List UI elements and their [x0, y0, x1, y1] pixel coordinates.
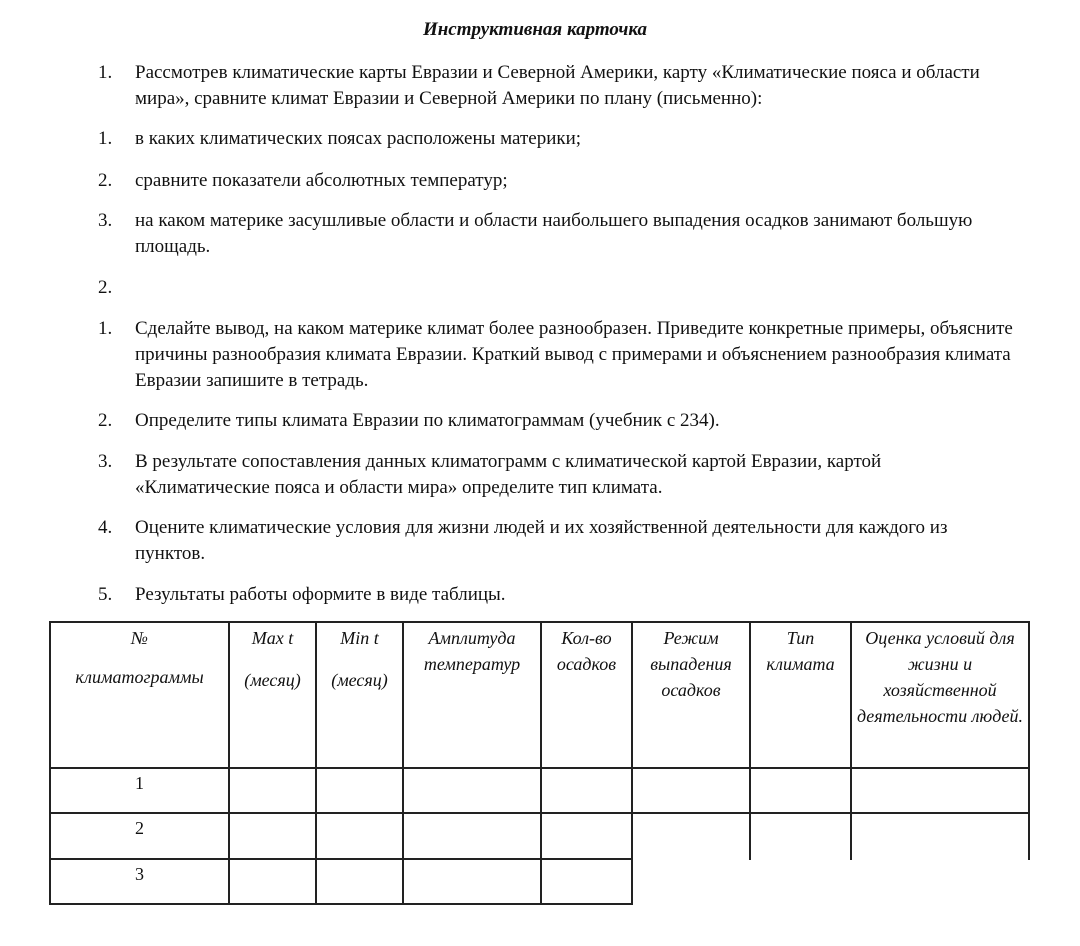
list-item-number: 4.: [98, 517, 113, 538]
table-header-cell: [750, 625, 851, 677]
list-item-number: 2.: [98, 277, 113, 298]
header-text: Тип климата: [766, 628, 835, 674]
table-border: [49, 903, 632, 905]
table-header-cell: [316, 625, 403, 693]
list-item-text: Рассмотрев климатические карты Евразии и Северной Америки, карту «Климатические пояса и области мира», сравните климат Евразии и Северной Америки по плану (письменно):: [135, 62, 980, 109]
list-item-number: 3.: [98, 451, 113, 472]
list-item-number: 1.: [98, 318, 113, 339]
table-border: [49, 812, 1030, 814]
table-header-cell: [403, 625, 541, 677]
page-title: Инструктивная карточка: [422, 19, 648, 40]
list-item-text: в каких климатических поясах расположены материки;: [135, 128, 582, 149]
list-item-text: Результаты работы оформите в виде таблицы.: [135, 584, 506, 605]
header-text: Амплитуда температур: [423, 628, 521, 674]
list-item-text: Оцените климатические условия для жизни людей и их хозяйственной деятельности для каждого из пунктов.: [135, 517, 948, 564]
table-border: [49, 621, 1030, 623]
table-header-cell: [541, 625, 632, 677]
list-item-text: Определите типы климата Евразии по климатограммам (учебник с 234).: [135, 410, 720, 431]
list-item-number: 1.: [98, 128, 113, 149]
table-row-number: 1: [135, 773, 144, 793]
header-text: №: [131, 628, 148, 648]
table-header-cell: [229, 625, 316, 693]
list-item-number: 2.: [98, 170, 113, 191]
table-header-cell: [632, 625, 750, 703]
header-text: (месяц): [244, 670, 301, 690]
list-item-number: 3.: [98, 210, 113, 231]
header-text: Режим выпадения осадков: [650, 628, 732, 700]
list-item-text: на каком материке засушливые области и области наибольшего выпадения осадков занимают большую площадь.: [135, 210, 973, 257]
list-item-number: 5.: [98, 584, 113, 605]
list-item-text: В результате сопоставления данных климатограмм с климатической картой Евразии, картой «Климатические пояса и области мира» определите тип климата.: [135, 451, 882, 498]
header-text: Оценка условий для жизни и хозяйственной деятельности людей.: [856, 628, 1024, 726]
header-text: (месяц): [331, 670, 388, 690]
table-header-cell: [851, 625, 1029, 729]
list-item-number: 2.: [98, 410, 113, 431]
header-text: Min t: [340, 628, 379, 648]
list-item-number: 1.: [98, 62, 113, 83]
header-text: климатограммы: [75, 667, 204, 687]
list-item-text: Сделайте вывод, на каком материке климат более разнообразен. Приведите конкретные примеры, объясните причины разнообразия климата Евразии. Краткий вывод с примерами и объяснением разнообразия климата Евразии запишите в тетрадь.: [135, 318, 1013, 391]
table-row-number: 2: [135, 818, 144, 838]
table-row-number: 3: [135, 864, 144, 884]
table-header-cell: [50, 625, 229, 690]
table-border: [49, 858, 632, 860]
header-text: Max t: [251, 628, 294, 648]
header-text: Кол-во осадков: [556, 628, 617, 674]
table-border: [49, 767, 1030, 769]
list-item-text: сравните показатели абсолютных температур;: [135, 170, 508, 191]
